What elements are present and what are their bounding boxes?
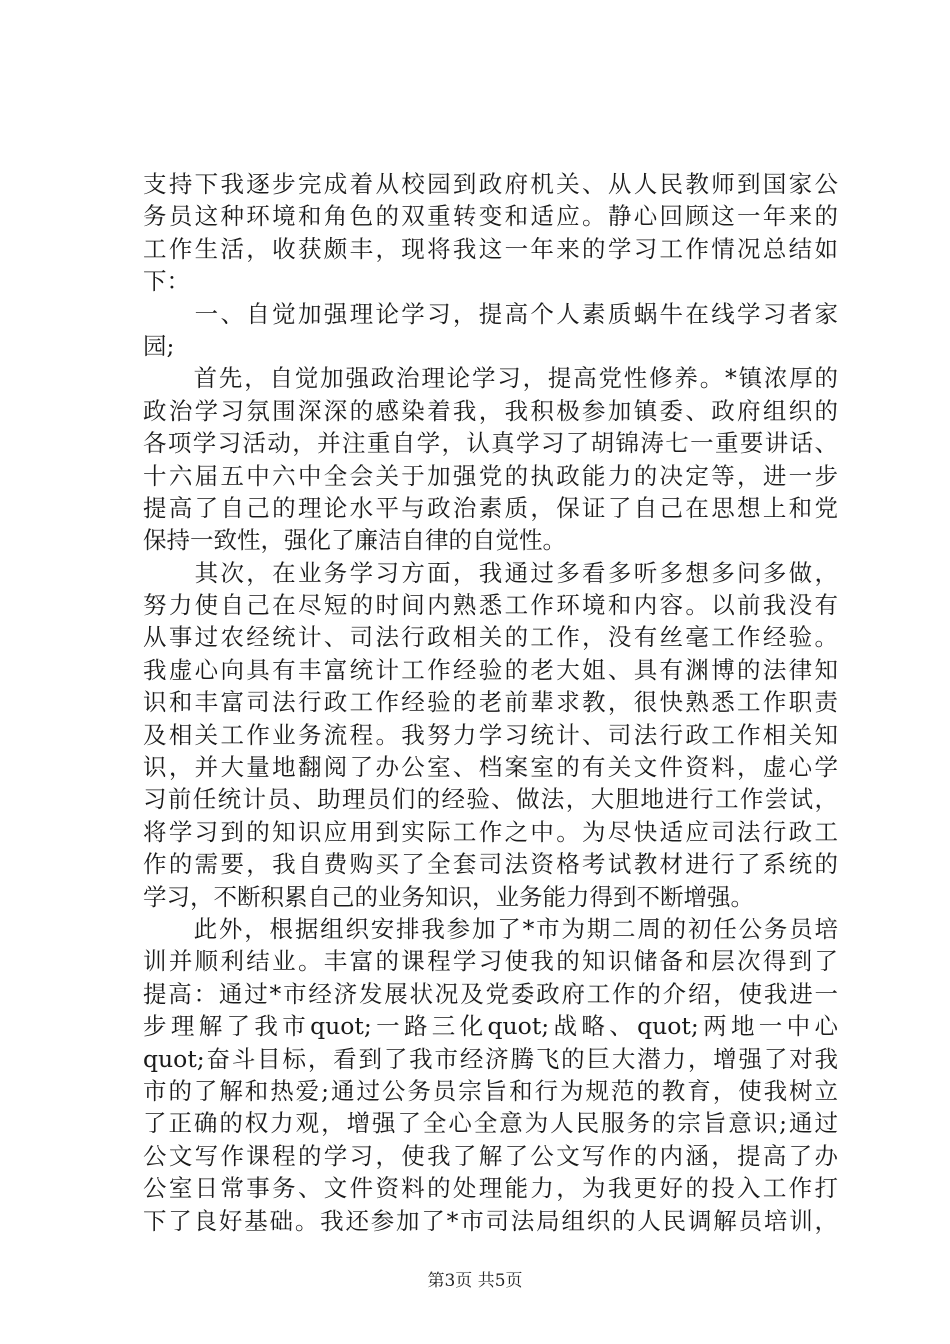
- text-line: 步理解了我市quot;一路三化quot;战略、quot;两地一中心: [143, 1012, 838, 1041]
- text-line: 提高了自己的理论水平与政治素质，保证了自己在思想上和党: [143, 493, 838, 522]
- text-line: 保持一致性，强化了廉洁自律的自觉性。: [143, 526, 566, 555]
- text-line: 首先，自觉加强政治理论学习，提高党性修养。*镇浓厚的: [143, 364, 838, 393]
- text-line: 务员这种环境和角色的双重转变和适应。静心回顾这一年来的: [143, 202, 838, 231]
- text-line: 各项学习活动，并注重自学，认真学习了胡锦涛七一重要讲话、: [143, 429, 838, 458]
- text-line: 了正确的权力观，增强了全心全意为人民服务的宗旨意识;通过: [143, 1109, 838, 1138]
- text-line: 将学习到的知识应用到实际工作之中。为尽快适应司法行政工: [143, 817, 838, 846]
- text-line: 十六届五中六中全会关于加强党的执政能力的决定等，进一步: [143, 461, 838, 490]
- text-line: 此外，根据组织安排我参加了*市为期二周的初任公务员培: [143, 914, 838, 943]
- text-line: 一、自觉加强理论学习，提高个人素质蜗牛在线学习者家: [143, 299, 838, 328]
- text-line: 下了良好基础。我还参加了*市司法局组织的人民调解员培训，: [143, 1206, 838, 1235]
- text-line: 习前任统计员、助理员们的经验、做法，大胆地进行工作尝试，: [143, 785, 838, 814]
- text-line: 政治学习氛围深深的感染着我，我积极参加镇委、政府组织的: [143, 396, 838, 425]
- text-line: 工作生活，收获颇丰，现将我这一年来的学习工作情况总结如: [143, 234, 838, 263]
- text-line: 支持下我逐步完成着从校园到政府机关、从人民教师到国家公: [143, 170, 838, 198]
- text-line: 训并顺利结业。丰富的课程学习使我的知识储备和层次得到了: [143, 947, 838, 976]
- text-line: 识和丰富司法行政工作经验的老前辈求教，很快熟悉工作职责: [143, 688, 838, 717]
- text-line: 市的了解和热爱;通过公务员宗旨和行为规范的教育，使我树立: [143, 1076, 838, 1105]
- text-line: 下：: [143, 267, 190, 296]
- text-line: 识，并大量地翻阅了办公室、档案室的有关文件资料，虚心学: [143, 753, 838, 782]
- document-body: [143, 168, 838, 1237]
- text-line: 努力使自己在尽短的时间内熟悉工作环境和内容。以前我没有: [143, 591, 838, 620]
- text-line: 园;: [143, 331, 175, 360]
- text-line: 我虚心向具有丰富统计工作经验的老大姐、具有渊博的法律知: [143, 655, 838, 684]
- text-line: 学习，不断积累自己的业务知识，业务能力得到不断增强。: [143, 882, 754, 911]
- text-line: 提高：通过*市经济发展状况及党委政府工作的介绍，使我进一: [143, 979, 838, 1008]
- text-line: 其次，在业务学习方面，我通过多看多听多想多问多做，: [143, 558, 838, 587]
- text-line: 及相关工作业务流程。我努力学习统计、司法行政工作相关知: [143, 720, 838, 749]
- text-line: 公室日常事务、文件资料的处理能力，为我更好的投入工作打: [143, 1174, 838, 1203]
- text-line: 作的需要，我自费购买了全套司法资格考试教材进行了系统的: [143, 850, 838, 879]
- page-footer: 第3页 共5页: [427, 1271, 523, 1291]
- text-line: 公文写作课程的学习，使我了解了公文写作的内涵，提高了办: [143, 1141, 838, 1170]
- text-line: 从事过农经统计、司法行政相关的工作，没有丝毫工作经验。: [143, 623, 838, 652]
- text-line: quot;奋斗目标，看到了我市经济腾飞的巨大潜力，增强了对我: [143, 1044, 838, 1073]
